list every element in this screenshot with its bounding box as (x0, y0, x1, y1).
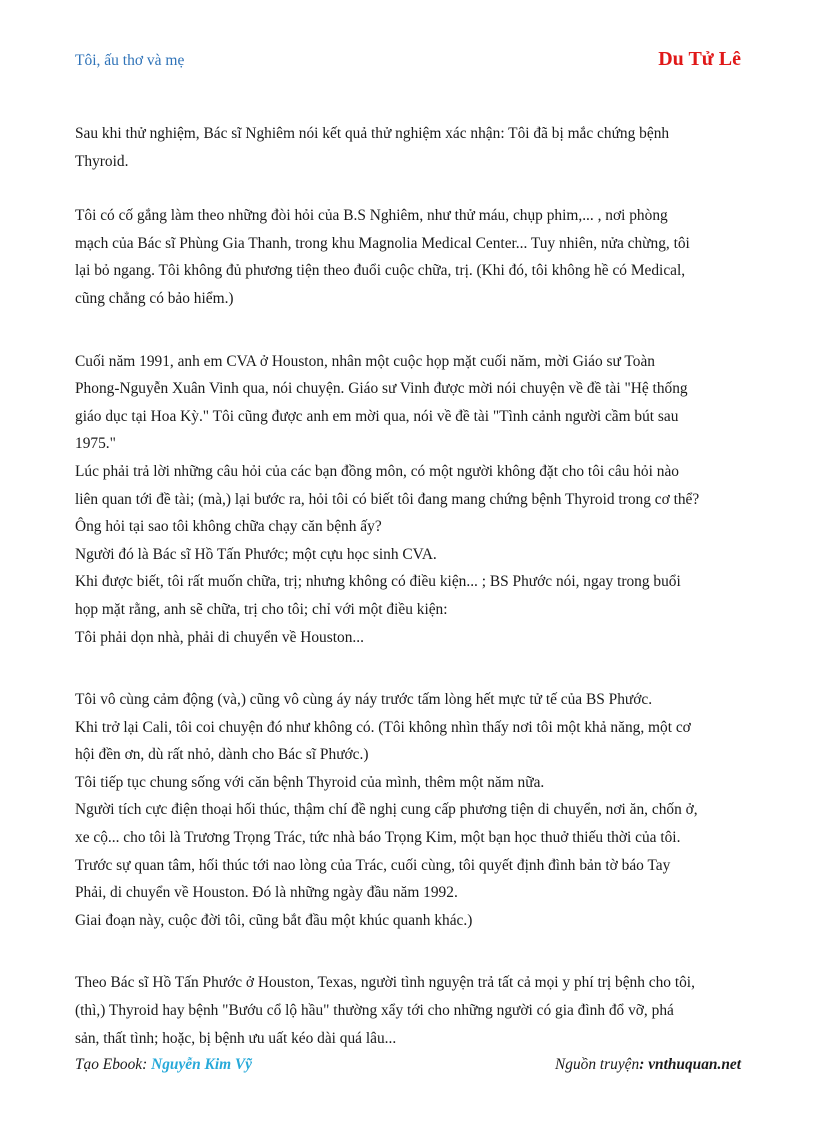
text-line: Khi trở lại Cali, tôi coi chuyện đó như không có. (Tôi không nhìn thấy nơi tôi một khả năng, một cơ (75, 718, 691, 736)
ebook-label: Tạo Ebook (75, 1056, 143, 1073)
text-line: 1975." (75, 435, 116, 453)
source-site-link[interactable]: vnthuquan.net (648, 1056, 741, 1073)
text-line: lại bỏ ngang. Tôi không đủ phương tiện theo đuổi cuộc chữa, trị. (Khi đó, tôi không hề có Medical, (75, 262, 686, 280)
text-line: Thyroid. (75, 152, 129, 170)
text-line: liên quan tới đề tài; (mà,) lại bước ra, hỏi tôi có biết tôi đang mang chứng bệnh Thyroid trong cơ thể? (75, 490, 700, 508)
text-line: Lúc phải trả lời những câu hỏi của các bạn đồng môn, có một người không đặt cho tôi câu hỏi nào (75, 462, 679, 480)
document-body (75, 120, 747, 1052)
paragraph-3 (75, 348, 747, 652)
text-line: Trước sự quan tâm, hối thúc tới nao lòng của Trác, cuối cùng, tôi quyết định đình bản tờ báo Tay (75, 856, 671, 874)
text-line: hội đền ơn, dù rất nhỏ, dành cho Bác sĩ Phước.) (75, 746, 369, 764)
text-line: Theo Bác sĩ Hồ Tấn Phước ở Houston, Texas, người tình nguyện trả tất cả mọi y phí trị bệnh cho tôi, (75, 974, 695, 992)
text-line: Phải, di chuyển về Houston. Đó là những ngày đầu năm 1992. (75, 884, 458, 902)
text-line: Giai đoạn này, cuộc đời tôi, cũng bắt đầu một khúc quanh khác.) (75, 911, 473, 929)
footer-source-credit (555, 1056, 741, 1074)
paragraph-4 (75, 686, 747, 934)
text-line: Người tích cực điện thoại hối thúc, thậm chí đề nghị cung cấp phương tiện di chuyển, nơi ăn, chốn ở, (75, 801, 698, 819)
ebook-separator: : (142, 1056, 152, 1073)
text-line: giáo dục tại Hoa Kỳ." Tôi cũng được anh em mời qua, nói về đề tài "Tình cảnh người cầm bút sau (75, 407, 679, 425)
footer-ebook-credit (75, 1056, 252, 1074)
text-line: mạch của Bác sĩ Phùng Gia Thanh, trong khu Magnolia Medical Center... Tuy nhiên, nửa chừng, tôi (75, 234, 690, 252)
text-line: xe cộ... cho tôi là Trương Trọng Trác, tức nhà báo Trọng Kim, một bạn học thuở thiếu thời của tôi. (75, 829, 681, 847)
text-line: Tôi có cố gắng làm theo những đòi hỏi của B.S Nghiêm, như thử máu, chụp phim,... , nơi phòng (75, 207, 668, 225)
ebook-creator: Nguyễn Kim Vỹ (151, 1056, 253, 1073)
text-line: sản, thất tình; hoặc, bị bệnh ưu uất kéo dài quá lâu... (75, 1029, 397, 1047)
text-line: Người đó là Bác sĩ Hồ Tấn Phước; một cựu học sinh CVA. (75, 545, 437, 563)
text-line: Tôi tiếp tục chung sống với căn bệnh Thyroid của mình, thêm một năm nữa. (75, 773, 545, 791)
text-line: Khi được biết, tôi rất muốn chữa, trị; nhưng không có điều kiện... ; BS Phước nói, ngay trong buổi (75, 573, 681, 591)
text-line: (thì,) Thyroid hay bệnh "Bướu cổ lộ hầu" thường xẩy tới cho những người có gia đình đổ vỡ, phá (75, 1002, 674, 1020)
text-line: cũng chẳng có bảo hiểm.) (75, 289, 234, 307)
text-line: Cuối năm 1991, anh em CVA ở Houston, nhân một cuộc họp mặt cuối năm, mời Giáo sư Toàn (75, 352, 655, 370)
paragraph-2 (75, 202, 747, 312)
text-line: họp mặt rằng, anh sẽ chữa, trị cho tôi; chỉ với một điều kiện: (75, 600, 448, 618)
header-title: Tôi, ấu thơ và mẹ (75, 52, 185, 69)
paragraph-5 (75, 969, 747, 1052)
source-label: Nguồn truyện (554, 1056, 640, 1073)
text-line: Ông hỏi tại sao tôi không chữa chạy căn bệnh ấy? (75, 518, 382, 536)
text-line: Tôi phải dọn nhà, phải di chuyển về Houston... (75, 628, 364, 646)
source-separator: : (639, 1056, 649, 1073)
paragraph-1 (75, 120, 747, 175)
header-author: Du Tử Lê (658, 48, 741, 70)
text-line: Sau khi thử nghiệm, Bác sĩ Nghiêm nói kết quả thử nghiệm xác nhận: Tôi đã bị mắc chứng bệnh (75, 125, 670, 142)
text-line: Phong-Nguyễn Xuân Vinh qua, nói chuyện. Giáo sư Vinh được mời nói chuyện về đề tài "Hệ thống (75, 380, 688, 398)
text-line: Tôi vô cùng cảm động (và,) cũng vô cùng áy náy trước tấm lòng hết mực tử tế của BS Phước. (75, 691, 653, 709)
